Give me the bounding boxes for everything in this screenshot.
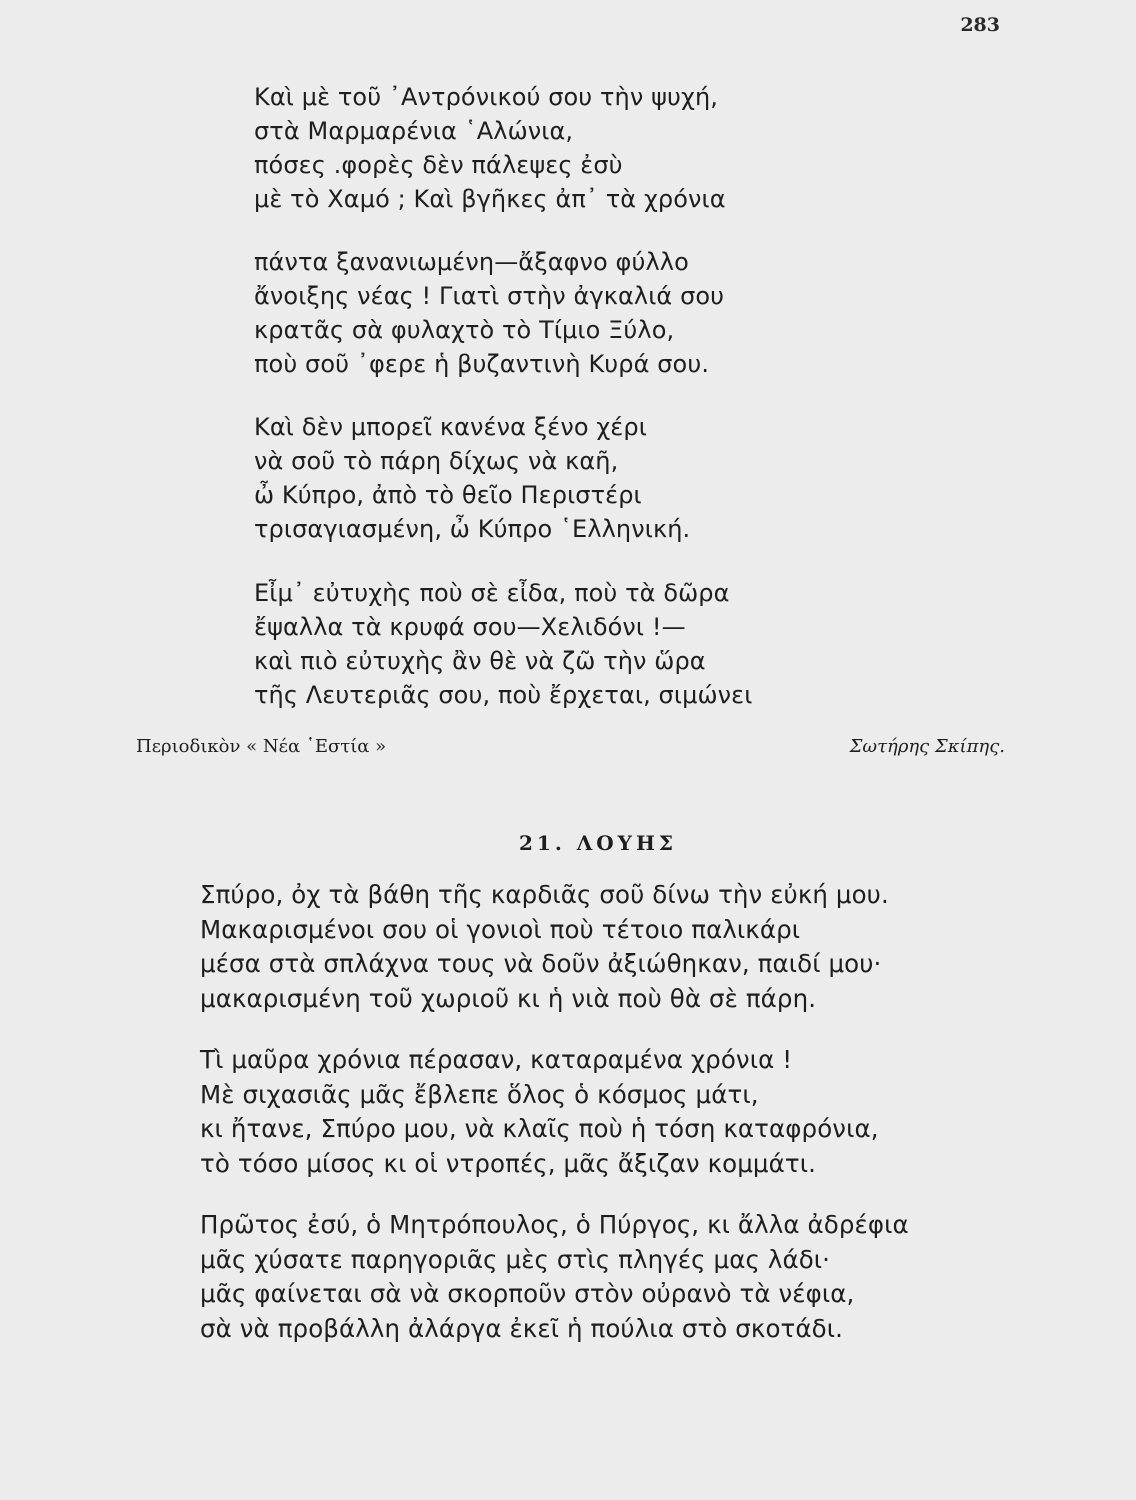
stanza [254,576,752,712]
page-number: 283 [960,14,1000,36]
verse-line: ποὺ σοῦ ᾽φερε ἡ βυζαντινὴ Κυρά σου. [254,350,710,378]
author-signature: Σωτήρης Σκίπης. [849,736,1005,757]
verse-line: μᾶς χύσατε παρηγοριᾶς μὲς στὶς πληγές μας λάδι· [200,1244,831,1274]
verse-line: πάντα ξανανιωμένη—ἄξαφνο φύλλο [254,248,689,276]
verse-line: νὰ σοῦ τὸ πάρη δίχως νὰ καῆ, [254,447,619,475]
verse-line: Καὶ μὲ τοῦ ᾽Αντρόνικού σου τὴν ψυχή, [254,83,719,111]
verse-line: μᾶς φαίνεται σὰ νὰ σκορποῦν στὸν οὐρανὸ τὰ νέφια, [200,1279,855,1308]
verse-line: μὲ τὸ Χαμό ; Καὶ βγῆκες ἀπ᾽ τὰ χρόνια [254,185,726,213]
verse-line: Μὲ σιχασιᾶς μᾶς ἔβλεπε ὅλος ὁ κόσμος μάτι, [200,1079,759,1109]
verse-line: καὶ πιὸ εὐτυχὴς ἂν θὲ νὰ ζῶ τὴν ὥρα [254,647,706,675]
stanza [200,1208,909,1346]
verse-line: μέσα στὰ σπλάχνα τους νὰ δοῦν ἀξιώθηκαν, παιδί μου· [200,949,882,978]
stanza [200,1043,879,1181]
source-citation: Περιοδικὸν « Νέα ῾Εστία » [136,736,387,757]
section-title: 21. ΛΟΥΗΣ [518,831,677,855]
stanza [254,80,726,216]
verse-line: κι ἤτανε, Σπύρο μου, νὰ κλαῖς ποὺ ἡ τόση καταφρόνια, [200,1114,879,1143]
stanza [254,410,690,546]
verse-line: Σπύρο, ὀχ τὰ βάθη τῆς καρδιᾶς σοῦ δίνω τὴν εὐκή μου. [200,880,889,909]
verse-line: ἄνοιξης νέας ! Γιατὶ στὴν ἀγκαλιά σου [254,282,725,310]
verse-line: κρατᾶς σὰ φυλαχτὸ τὸ Τίμιο Ξύλο, [254,316,675,344]
stanza [254,245,724,381]
verse-line: Εἶμ᾽ εὐτυχὴς ποὺ σὲ εἶδα, ποὺ τὰ δῶρα [254,579,730,607]
verse-line: Μακαρισμένοι σου οἱ γονιοὶ ποὺ τέτοιο παλικάρι [200,914,801,944]
stanza [200,878,889,1016]
verse-line: τὸ τόσο μίσος κι οἱ ντροπές, μᾶς ἄξιζαν κομμάτι. [200,1148,816,1178]
verse-line: Τὶ μαῦρα χρόνια πέρασαν, καταραμένα χρόνια ! [200,1045,793,1074]
verse-line: πόσες .φορὲς δὲν πάλεψες ἐσὺ [254,151,623,179]
verse-line: τῆς Λευτεριᾶς σου, ποὺ ἔρχεται, σιμώνει [254,681,753,709]
verse-line: τρισαγιασμένη, ὦ Κύπρο ῾Ελληνική. [254,515,691,543]
verse-line: σὰ νὰ προβάλλη ἀλάργα ἐκεῖ ἡ πούλια στὸ σκοτάδι. [200,1313,844,1343]
verse-line: στὰ Μαρμαρένια ῾Αλώνια, [254,117,574,145]
verse-line: Πρῶτος ἐσύ, ὁ Μητρόπουλος, ὁ Πύργος, κι ἄλλα ἀδρέφια [200,1210,909,1239]
verse-line: ἔψαλλα τὰ κρυφά σου—Χελιδόνι !— [254,613,686,641]
verse-line: μακαρισμένη τοῦ χωριοῦ κι ἡ νιὰ ποὺ θὰ σὲ πάρη. [200,983,817,1013]
verse-line: ὦ Κύπρο, ἀπὸ τὸ θεῖο Περιστέρι [254,481,642,509]
verse-line: Καὶ δὲν μπορεῖ κανένα ξένο χέρι [254,413,647,441]
